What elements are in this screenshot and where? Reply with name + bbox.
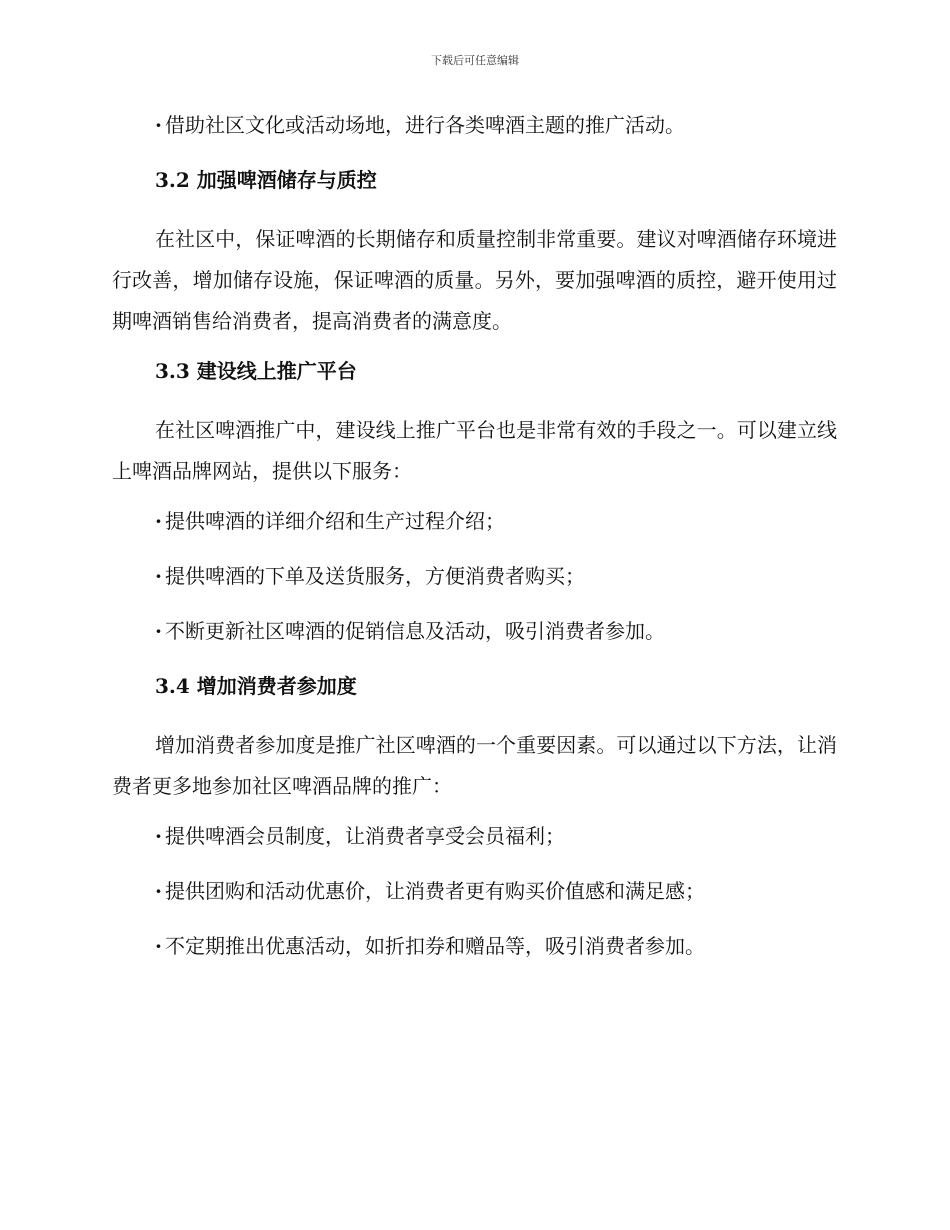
bullet-dot: ·: [155, 879, 162, 903]
bullet-text: 提供啤酒的详细介绍和生产过程介绍；: [165, 509, 505, 533]
document-body: [112, 110, 837, 986]
bullet-text: 提供啤酒的下单及送货服务，方便消费者购买；: [165, 564, 585, 588]
bullet-dot: ·: [155, 509, 162, 533]
bullet-item: [112, 561, 837, 591]
bullet-dot: ·: [155, 824, 162, 848]
section-paragraph-3-4: 增加消费者参加度是推广社区啤酒的一个重要因素。可以通过以下方法，让消费者更多地参加社区啤酒品牌的推广：: [112, 733, 837, 798]
bullet-text: 不断更新社区啤酒的促销信息及活动，吸引消费者参加。: [165, 619, 665, 643]
bullet-dot: ·: [155, 113, 162, 137]
page-header: 下载后可任意编辑: [431, 54, 519, 67]
bullet-item: [112, 616, 837, 646]
bullet-dot: ·: [155, 564, 162, 588]
bullet-item: [112, 506, 837, 536]
section-heading-3-4: 3.4 增加消费者参加度: [155, 674, 357, 698]
section-paragraph-3-2: 在社区中，保证啤酒的长期储存和质量控制非常重要。建议对啤酒储存环境进行改善，增加储存设施，保证啤酒的质量。另外，要加强啤酒的质控，避开使用过期啤酒销售给消费者，提高消费者的满意度。: [112, 227, 837, 333]
bullet-text: 不定期推出优惠活动，如折扣券和赠品等，吸引消费者参加。: [165, 934, 705, 958]
section-paragraph-3-3: 在社区啤酒推广中，建设线上推广平台也是非常有效的手段之一。可以建立线上啤酒品牌网站，提供以下服务：: [112, 418, 837, 483]
bullet-item-intro: [112, 110, 837, 140]
section-heading-3-2: 3.2 加强啤酒储存与质控: [155, 168, 377, 192]
bullet-item: [112, 876, 837, 906]
bullet-dot: ·: [155, 934, 162, 958]
bullet-text: 借助社区文化或活动场地，进行各类啤酒主题的推广活动。: [165, 113, 685, 137]
bullet-item: [112, 821, 837, 851]
bullet-text: 提供啤酒会员制度，让消费者享受会员福利；: [165, 824, 565, 848]
bullet-item: [112, 931, 837, 961]
section-heading-3-3: 3.3 建设线上推广平台: [155, 359, 357, 383]
bullet-dot: ·: [155, 619, 162, 643]
bullet-text: 提供团购和活动优惠价，让消费者更有购买价值感和满足感；: [165, 879, 705, 903]
